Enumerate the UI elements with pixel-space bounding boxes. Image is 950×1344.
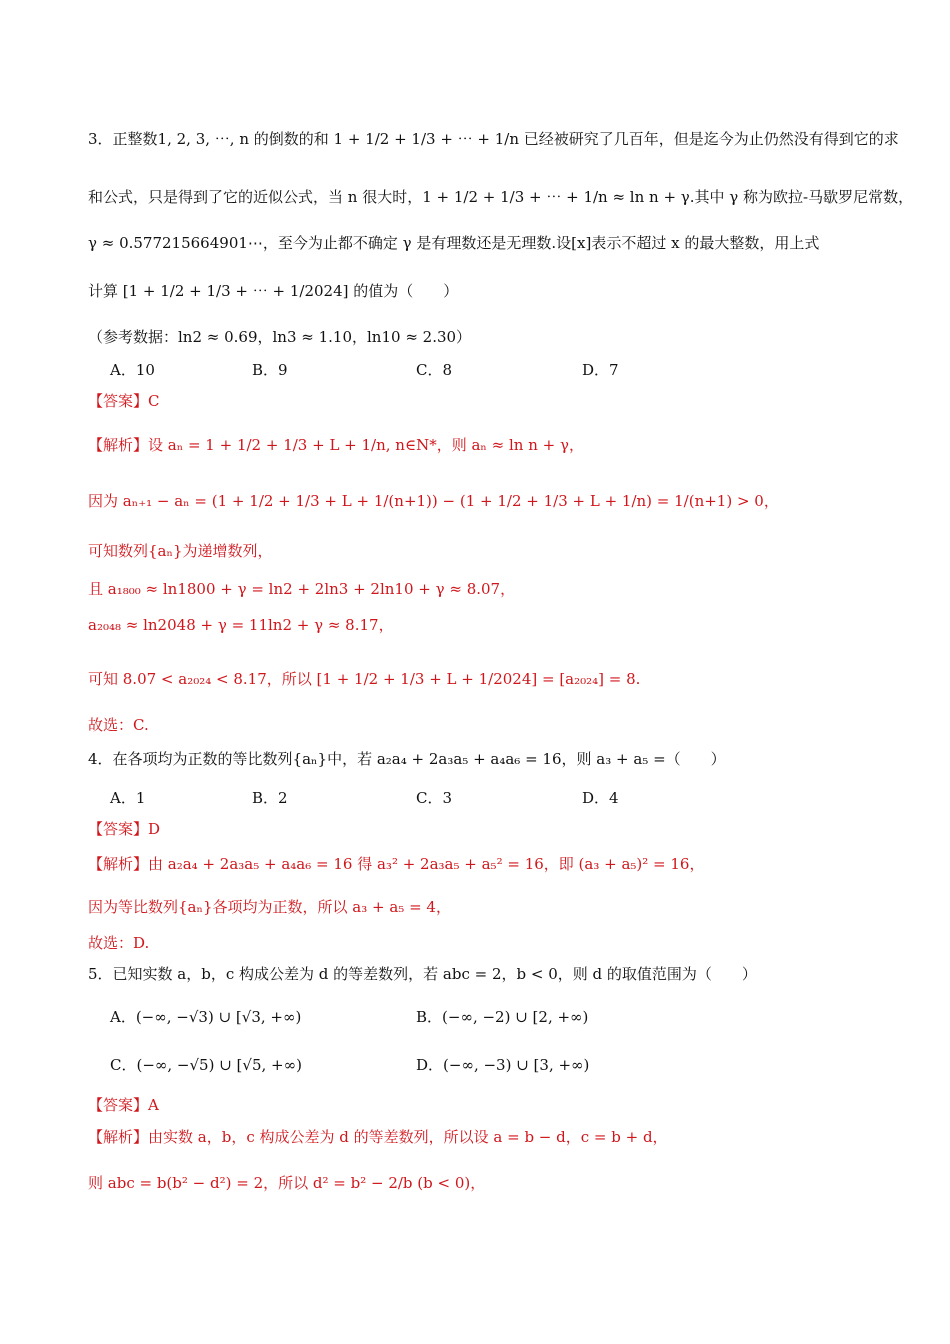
q3-line-3: γ ≈ 0.577215664901⋯，至今为止都不确定 γ 是有理数还是无理数.设[x]表示不超过 x 的最大整数，用上式 <box>88 234 820 252</box>
q5-solution-2: 则 abc = b(b² − d²) = 2，所以 d² = b² − 2/b (b < 0)， <box>88 1174 486 1192</box>
q5-option-a: A．(−∞, −√3) ∪ [√3, +∞) <box>110 1008 302 1026</box>
q3-solution-4: 且 a₁₈₀₀ ≈ ln1800 + γ = ln2 + 2ln3 + 2ln10 + γ ≈ 8.07， <box>88 580 516 598</box>
q5-option-c: C．(−∞, −√5) ∪ [√5, +∞) <box>110 1056 302 1074</box>
q3-line-2: 和公式，只是得到了它的近似公式，当 n 很大时，1 + 1/2 + 1/3 + ⋯ + 1/n ≈ ln n + γ.其中 γ 称为欧拉-马歇罗尼常数， <box>88 188 914 206</box>
q3-solution-5: a₂₀₄₈ ≈ ln2048 + γ = 11ln2 + γ ≈ 8.17， <box>88 616 394 634</box>
q3-solution-6: 可知 8.07 < a₂₀₂₄ < 8.17，所以 [1 + 1/2 + 1/3 + L + 1/2024] = [a₂₀₂₄] = 8. <box>88 670 641 688</box>
q5-option-d: D．(−∞, −3) ∪ [3, +∞) <box>416 1056 590 1074</box>
q4-option-a: A．1 <box>110 789 146 807</box>
q3-answer: 【答案】C <box>88 392 160 410</box>
q3-option-c: C．8 <box>416 361 453 379</box>
q3-solution-3: 可知数列{aₙ}为递增数列， <box>88 542 273 560</box>
q4-option-d: D．4 <box>582 789 619 807</box>
q4-answer: 【答案】D <box>88 820 161 838</box>
q3-choose: 故选：C. <box>88 716 149 734</box>
q3-line-4: 计算 [1 + 1/2 + 1/3 + ⋯ + 1/2024] 的值为（ ） <box>88 282 459 300</box>
q5-solution-1: 【解析】由实数 a，b，c 构成公差为 d 的等差数列，所以设 a = b − d，c = b + d， <box>88 1128 668 1146</box>
q3-solution-1: 【解析】设 aₙ = 1 + 1/2 + 1/3 + L + 1/n, n∈N*，则 aₙ ≈ ln n + γ， <box>88 436 584 454</box>
q3-option-b: B．9 <box>252 361 288 379</box>
q4-choose: 故选：D. <box>88 934 150 952</box>
q4-stem: 4．在各项均为正数的等比数列{aₙ}中，若 a₂a₄ + 2a₃a₅ + a₄a₆ = 16，则 a₃ + a₅ =（ ） <box>88 750 726 768</box>
q5-stem: 5．已知实数 a，b，c 构成公差为 d 的等差数列，若 abc = 2，b < 0，则 d 的取值范围为（ ） <box>88 965 757 983</box>
q4-solution-1: 【解析】由 a₂a₄ + 2a₃a₅ + a₄a₆ = 16 得 a₃² + 2a₃a₅ + a₅² = 16，即 (a₃ + a₅)² = 16， <box>88 855 705 873</box>
q3-reference-data: （参考数据：ln2 ≈ 0.69，ln3 ≈ 1.10，ln10 ≈ 2.30） <box>88 328 472 346</box>
q4-option-b: B．2 <box>252 789 288 807</box>
q4-solution-2: 因为等比数列{aₙ}各项均为正数，所以 a₃ + a₅ = 4， <box>88 898 451 916</box>
q3-option-d: D．7 <box>582 361 619 379</box>
q3-option-a: A．10 <box>110 361 155 379</box>
q5-answer: 【答案】A <box>88 1096 159 1114</box>
q3-line-1: 3．正整数1, 2, 3, ⋯, n 的倒数的和 1 + 1/2 + 1/3 + ⋯ + 1/n 已经被研究了几百年，但是迄今为止仍然没有得到它的求 <box>88 130 899 148</box>
q5-option-b: B．(−∞, −2) ∪ [2, +∞) <box>416 1008 589 1026</box>
q3-solution-2: 因为 aₙ₊₁ − aₙ = (1 + 1/2 + 1/3 + L + 1/(n+1)) − (1 + 1/2 + 1/3 + L + 1/n) = 1/(n+1) > 0， <box>88 492 779 510</box>
q4-option-c: C．3 <box>416 789 453 807</box>
